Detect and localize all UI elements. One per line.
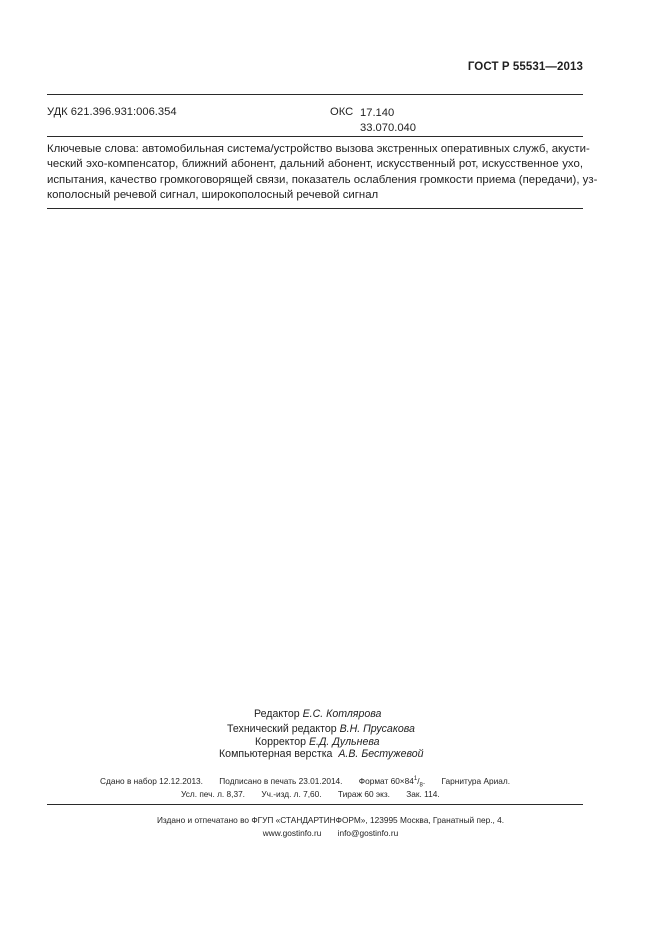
publisher-contacts	[0, 828, 661, 838]
corrector-label: Корректор	[255, 736, 307, 748]
format-sup: 1	[413, 776, 418, 783]
corrector-credit	[255, 736, 380, 749]
tech-editor-credit	[227, 723, 415, 736]
tech-editor-name: В.Н. Прусакова	[339, 723, 415, 735]
usl-sheets: Усл. печ. л. 8,37.	[181, 789, 245, 799]
editor-name: Е.С. Котлярова	[302, 708, 382, 720]
oks-code: 17.140	[360, 107, 395, 119]
typeface: Гарнитура Ариал.	[441, 776, 511, 786]
uch-sheets: Уч.-изд. л. 7,60.	[261, 789, 322, 799]
editor-label: Редактор	[254, 708, 300, 720]
keywords-line: Ключевые слова: автомобильная система/устройство вызова экстренных оперативных служб, акусти-	[47, 143, 590, 155]
format-suffix: .	[422, 776, 426, 786]
footer-rule	[47, 804, 583, 805]
oks-label: ОКС	[330, 106, 354, 118]
order-number: Зак. 114.	[406, 789, 440, 799]
keywords-paragraph	[47, 142, 598, 204]
udk-code: УДК 621.396.931:006.354	[47, 106, 177, 118]
layout-name: А.В. Бестужевой	[338, 748, 424, 760]
format-prefix: Формат 60×84	[358, 776, 414, 786]
print-info-line-1	[100, 776, 510, 789]
signed-to-print: Подписано в печать 23.01.2014.	[219, 776, 343, 786]
oks-code: 33.070.040	[360, 122, 416, 134]
layout-credit	[219, 748, 424, 761]
tech-editor-label: Технический редактор	[227, 723, 337, 735]
keywords-line: испытания, качество громкоговорящей связи, показатель ослабления громкости приема (передачи), уз-	[47, 173, 598, 186]
keywords-line: ческий эхо-компенсатор, ближний абонент, дальний абонент, искусственный рот, искусственное ухо,	[47, 158, 583, 171]
publisher-website[interactable]: www.gostinfo.ru	[262, 828, 322, 838]
classification-rule	[47, 136, 583, 137]
circulation: Тираж 60 экз.	[337, 789, 390, 799]
oks-codes	[360, 106, 416, 135]
format-info	[358, 776, 426, 789]
sent-to-set: Сдано в набор 12.12.2013.	[100, 776, 203, 786]
publisher-email[interactable]: info@gostinfo.ru	[337, 828, 399, 838]
editor-credit	[254, 708, 381, 721]
format-slash: /	[417, 776, 420, 786]
keywords-line: кополосный речевой сигнал, широкополосный речевой сигнал	[47, 189, 379, 202]
keywords-rule	[47, 208, 583, 209]
corrector-name: Е.Д. Дульнева	[308, 736, 380, 748]
layout-label: Компьютерная верстка	[219, 748, 333, 760]
format-sub: 8	[419, 782, 423, 789]
print-info-line-2	[181, 789, 440, 799]
standard-code: ГОСТ Р 55531—2013	[467, 61, 583, 73]
publisher-line: Издано и отпечатано во ФГУП «СТАНДАРТИНФОРМ», 123995 Москва, Гранатный пер., 4.	[156, 815, 505, 825]
header-rule	[47, 94, 583, 95]
